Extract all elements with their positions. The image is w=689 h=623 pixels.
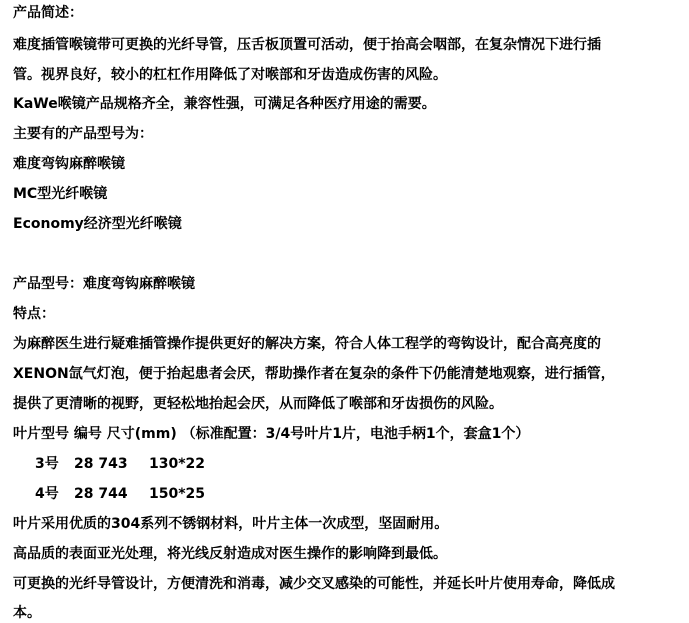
- blade-code: 28 744: [74, 486, 128, 502]
- feature-text-line-3: 提供了更清晰的视野，更轻松地抬起会厌，从而降低了喉部和牙齿损伤的风险。: [13, 396, 503, 412]
- blade-dimension: 130*22: [149, 456, 206, 472]
- kawe-compat-line: KaWe喉镜产品规格齐全，兼容性强，可满足各种医疗用途的需要。: [13, 96, 436, 112]
- fiber-guide-note-line-1: 可更换的光纤导管设计，方便清洗和消毒，减少交叉感染的可能性，并延长叶片使用寿命，降低成: [13, 576, 615, 592]
- blade-size: 4号: [35, 486, 59, 502]
- model-item-economy-fiber: Economy经济型光纤喉镜: [13, 216, 182, 232]
- model-item-difficult-hook: 难度弯钩麻醉喉镜: [13, 156, 125, 172]
- blade-dimension: 150*25: [149, 486, 206, 502]
- feature-text-line-1: 为麻醉医生进行疑难插管操作提供更好的解决方案，符合人体工程学的弯钩设计，配合高亮度的: [13, 336, 601, 352]
- features-heading: 特点：: [13, 306, 55, 322]
- fiber-guide-note-line-2: 本。: [13, 605, 41, 621]
- models-heading: 主要有的产品型号为：: [13, 126, 153, 142]
- model-item-mc-fiber: MC型光纤喉镜: [13, 186, 108, 202]
- blade-table-header: 叶片型号 编号 尺寸(mm) （标准配置：3/4号叶片1片，电池手柄1个，套盒1个）: [13, 426, 530, 442]
- surface-note: 高品质的表面亚光处理，将光线反射造成对医生操作的影响降到最低。: [13, 546, 447, 562]
- overview-text-line-2: 管。视界良好，较小的杠杠作用降低了对喉部和牙齿造成伤害的风险。: [13, 67, 447, 83]
- overview-text-line-1: 难度插管喉镜带可更换的光纤导管，压舌板顶置可活动，便于抬高会咽部，在复杂情况下进行插: [13, 37, 601, 53]
- feature-text-line-2: XENON氙气灯泡，便于抬起患者会厌，帮助操作者在复杂的条件下仍能清楚地观察，进行插管，: [13, 366, 615, 382]
- overview-heading: 产品简述：: [13, 5, 83, 21]
- material-note: 叶片采用优质的304系列不锈钢材料，叶片主体一次成型，坚固耐用。: [13, 516, 449, 532]
- blade-size: 3号: [35, 456, 59, 472]
- product-model-line: 产品型号：难度弯钩麻醉喉镜: [13, 276, 195, 292]
- blade-code: 28 743: [74, 456, 128, 472]
